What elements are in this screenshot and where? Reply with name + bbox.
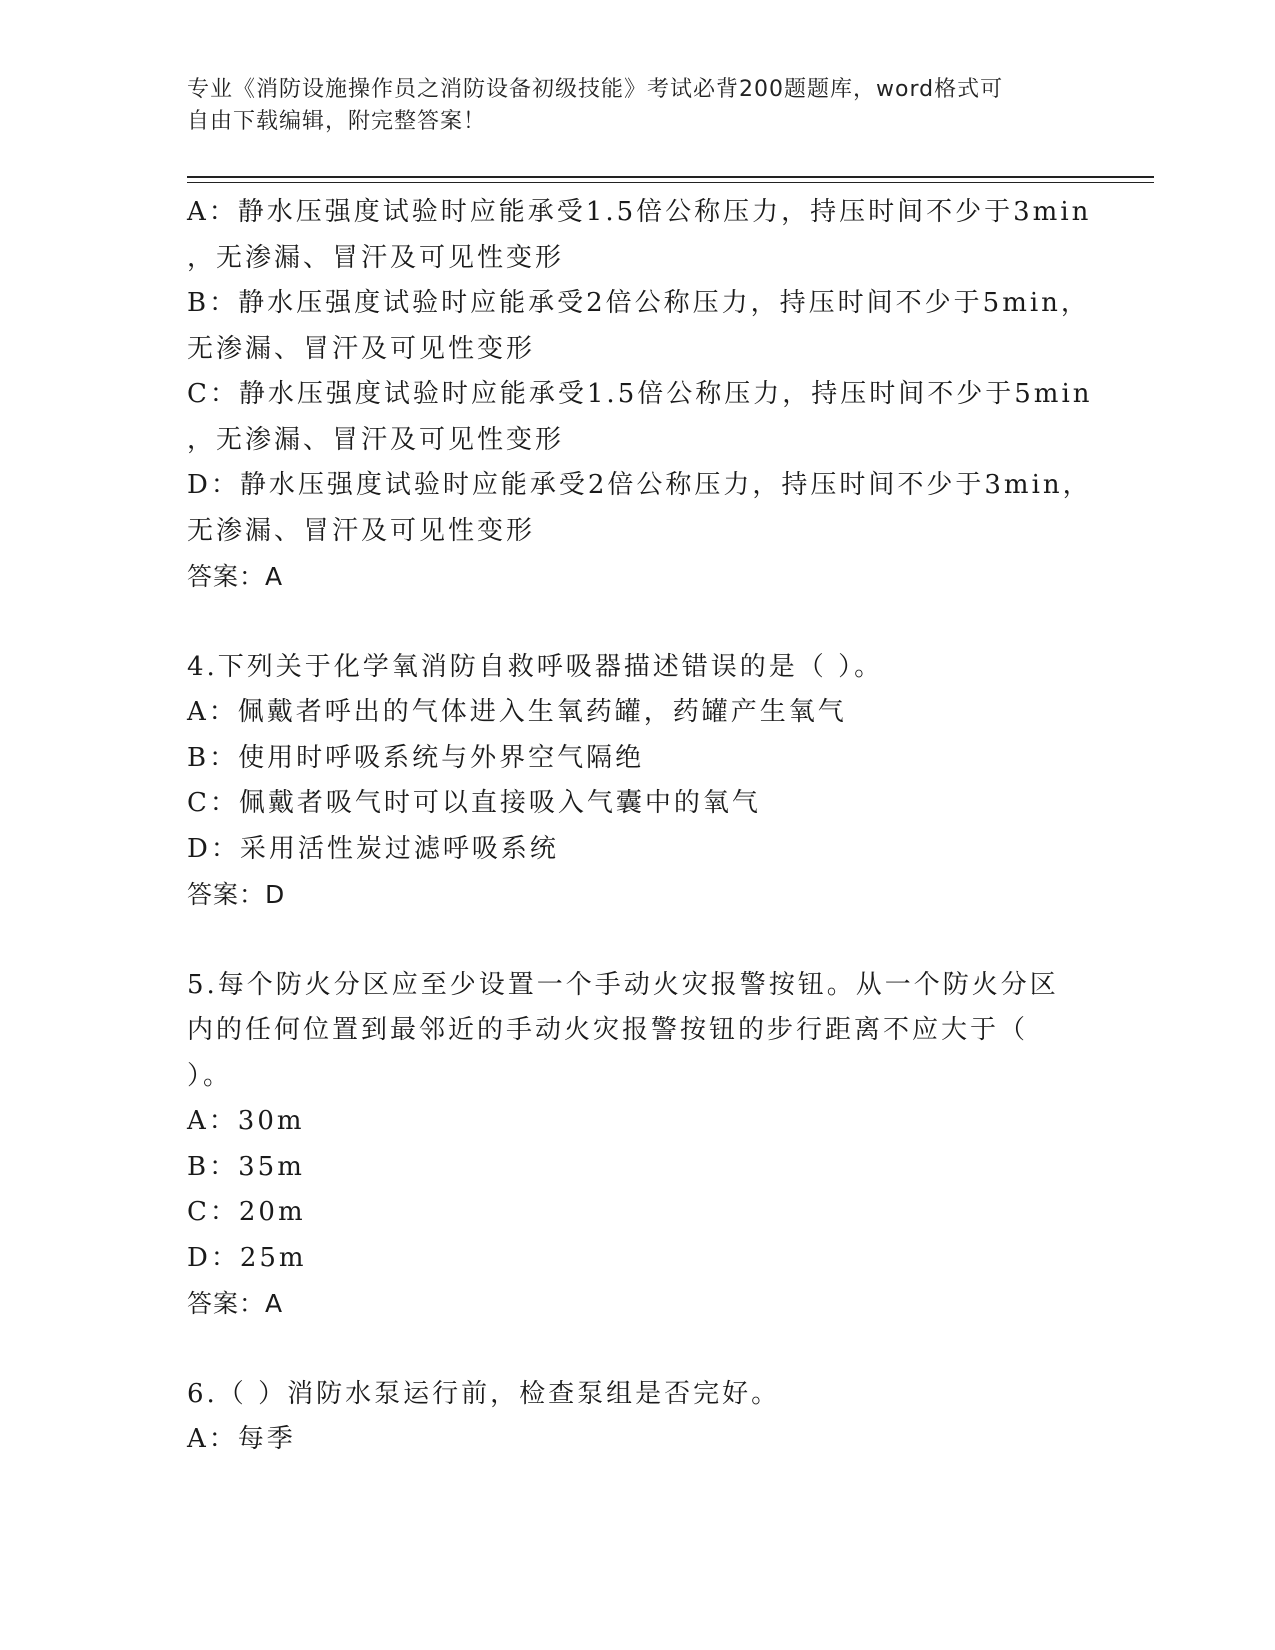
q5-option-d: D：25m bbox=[187, 1242, 307, 1273]
q3-option-a-line-1: A：静水压强度试验时应能承受1.5倍公称压力，持压时间不少于3min bbox=[187, 197, 1092, 227]
q3-option-a-line-2: ，无渗漏、冒汗及可见性变形 bbox=[187, 242, 565, 273]
q3-option-b-line-1: B：静水压强度试验时应能承受2倍公称压力，持压时间不少于5min， bbox=[187, 288, 1090, 318]
q4-option-d: D：采用活性炭过滤呼吸系统 bbox=[187, 833, 559, 864]
question-3-block bbox=[187, 190, 1093, 600]
header-divider-thick bbox=[187, 176, 1154, 178]
spacer bbox=[187, 1327, 1087, 1372]
q6-question: 6.（ ）消防水泵运行前，检查泵组是否完好。 bbox=[187, 1378, 781, 1409]
q3-option-d-line-1: D：静水压强度试验时应能承受2倍公称压力，持压时间不少于3min， bbox=[187, 470, 1092, 500]
header-line-1: 专业《消防设施操作员之消防设备初级技能》考试必背200题题库，word格式可 bbox=[187, 77, 1004, 102]
header-line-2: 自由下载编辑，附完整答案！ bbox=[187, 109, 487, 134]
question-content bbox=[187, 190, 1093, 1463]
q5-option-c: C：20m bbox=[187, 1197, 306, 1227]
q3-option-c-line-2: ，无渗漏、冒汗及可见性变形 bbox=[187, 424, 565, 455]
q3-option-d-line-2: 无渗漏、冒汗及可见性变形 bbox=[187, 515, 536, 546]
q5-option-a: A：30m bbox=[187, 1106, 305, 1136]
q5-question-line-2: 内的任何位置到最邻近的手动火灾报警按钮的步行距离不应大于（ bbox=[187, 1015, 1029, 1045]
spacer bbox=[187, 600, 1087, 645]
q5-option-b: B：35m bbox=[187, 1151, 305, 1182]
q4-option-a: A：佩戴者呼出的气体进入生氧药罐，药罐产生氧气 bbox=[187, 697, 847, 727]
header-divider-thin bbox=[187, 182, 1154, 183]
question-6-block bbox=[187, 1372, 1087, 1463]
q3-option-b-line-2: 无渗漏、冒汗及可见性变形 bbox=[187, 333, 536, 364]
question-5-block bbox=[187, 963, 1087, 1327]
q5-answer: 答案：A bbox=[187, 1289, 284, 1318]
q4-answer: 答案：D bbox=[187, 880, 286, 909]
spacer bbox=[187, 918, 1087, 963]
q6-option-a: A：每季 bbox=[187, 1424, 296, 1454]
q5-question-line-3: ）。 bbox=[187, 1060, 233, 1091]
q4-option-c: C：佩戴者吸气时可以直接吸入气囊中的氧气 bbox=[187, 788, 761, 818]
q3-answer: 答案：A bbox=[187, 562, 284, 591]
q3-option-c-line-1: C：静水压强度试验时应能承受1.5倍公称压力，持压时间不少于5min bbox=[187, 379, 1093, 409]
question-4-block bbox=[187, 645, 1087, 918]
q4-option-b: B：使用时呼吸系统与外界空气隔绝 bbox=[187, 742, 645, 773]
q4-question: 4.下列关于化学氧消防自救呼吸器描述错误的是（ ）。 bbox=[187, 651, 884, 682]
document-header bbox=[187, 74, 1067, 138]
q5-question-line-1: 5.每个防火分区应至少设置一个手动火灾报警按钮。从一个防火分区 bbox=[187, 969, 1059, 1000]
